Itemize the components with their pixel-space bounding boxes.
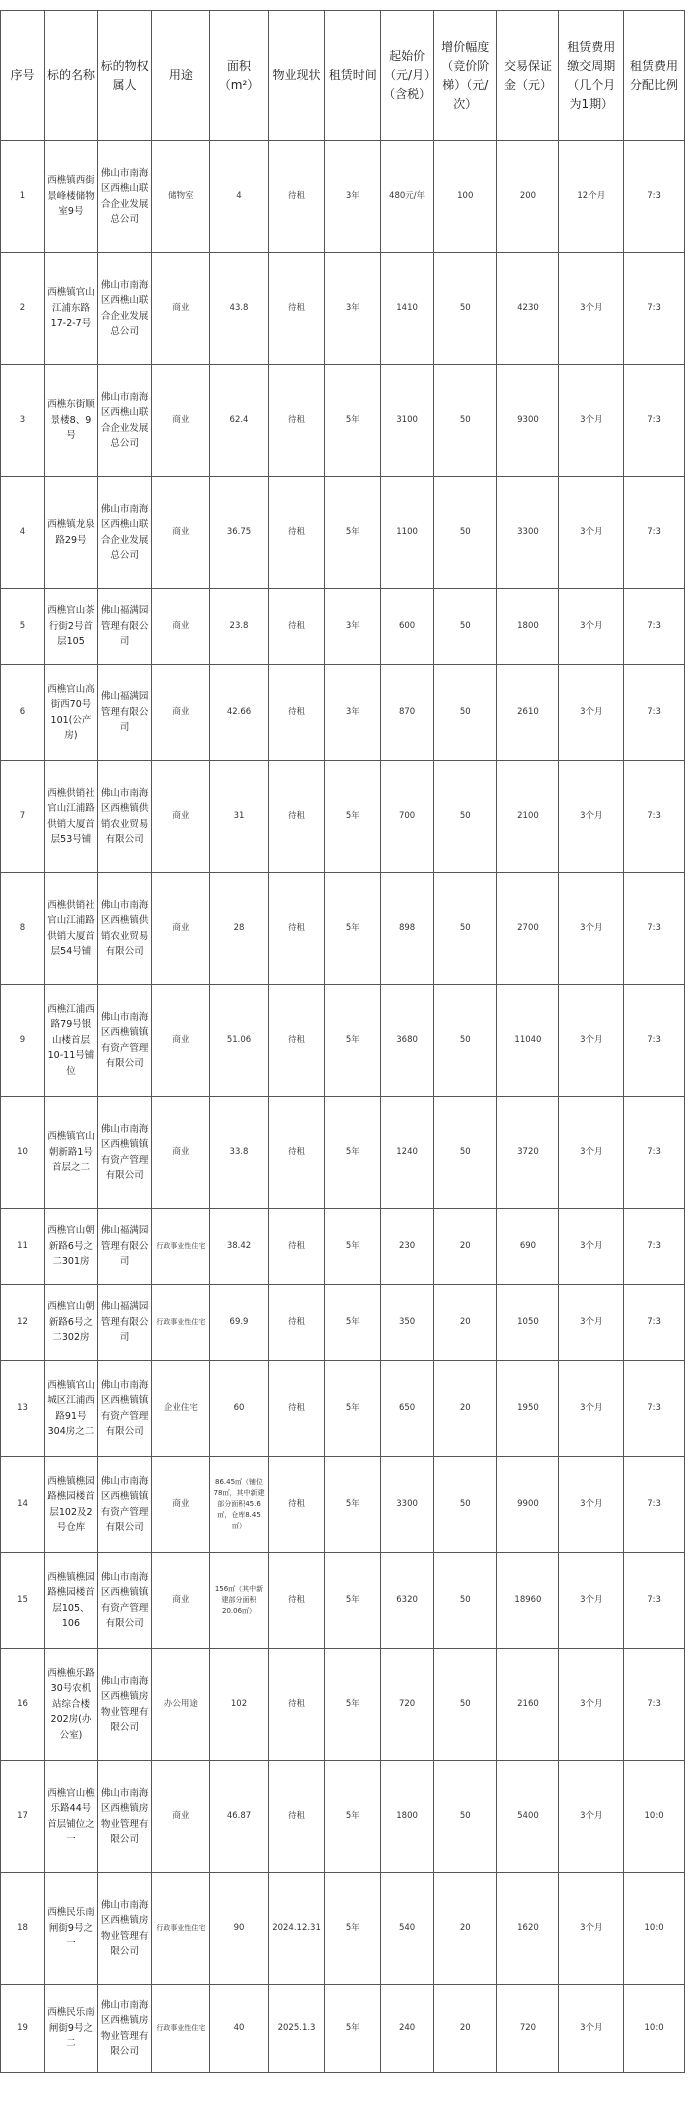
deposit: 1620 — [497, 1873, 559, 1985]
row-number: 4 — [1, 477, 45, 589]
property-name: 西樵镇龙泉路29号 — [44, 477, 97, 589]
payment-cycle: 3个月 — [559, 873, 624, 985]
fee-ratio: 7:3 — [624, 253, 685, 365]
deposit: 9300 — [497, 365, 559, 477]
deposit: 200 — [497, 141, 559, 253]
property-status: 待租 — [268, 1097, 325, 1209]
lease-table — [0, 10, 685, 2073]
property-status: 待租 — [268, 1649, 325, 1761]
payment-cycle: 3个月 — [559, 665, 624, 761]
usage: 企业住宅 — [152, 1361, 210, 1457]
property-status: 待租 — [268, 665, 325, 761]
property-name: 西樵民乐南闸街9号之二 — [44, 1985, 97, 2073]
deposit: 18960 — [497, 1553, 559, 1649]
lease-term: 5年 — [325, 1985, 381, 2073]
bid-step: 20 — [434, 1209, 497, 1285]
usage: 商业 — [152, 985, 210, 1097]
table-row — [1, 1457, 685, 1553]
header-cell: 租赁时间 — [325, 11, 381, 141]
start-price: 240 — [381, 1985, 434, 2073]
payment-cycle: 3个月 — [559, 1285, 624, 1361]
row-number: 14 — [1, 1457, 45, 1553]
table-row — [1, 365, 685, 477]
header-cell: 标的物权属人 — [97, 11, 151, 141]
bid-step: 50 — [434, 253, 497, 365]
usage: 商业 — [152, 761, 210, 873]
deposit: 3720 — [497, 1097, 559, 1209]
table-row — [1, 253, 685, 365]
property-status: 2024.12.31 — [268, 1873, 325, 1985]
property-status: 待租 — [268, 1285, 325, 1361]
payment-cycle: 3个月 — [559, 1761, 624, 1873]
property-status: 待租 — [268, 985, 325, 1097]
area: 51.06 — [210, 985, 268, 1097]
deposit: 11040 — [497, 985, 559, 1097]
start-price: 3680 — [381, 985, 434, 1097]
row-number: 10 — [1, 1097, 45, 1209]
fee-ratio: 7:3 — [624, 1361, 685, 1457]
bid-step: 50 — [434, 365, 497, 477]
row-number: 17 — [1, 1761, 45, 1873]
deposit: 2100 — [497, 761, 559, 873]
owner-name: 佛山市南海区西樵镇房物业管理有限公司 — [97, 1873, 151, 1985]
start-price: 1800 — [381, 1761, 434, 1873]
deposit: 9900 — [497, 1457, 559, 1553]
property-name: 西樵官山高街西70号101(公产房) — [44, 665, 97, 761]
header-cell: 租赁费用缴交周期（几个月为1期） — [559, 11, 624, 141]
row-number: 12 — [1, 1285, 45, 1361]
usage: 储物室 — [152, 141, 210, 253]
row-number: 19 — [1, 1985, 45, 2073]
start-price: 3100 — [381, 365, 434, 477]
bid-step: 50 — [434, 1097, 497, 1209]
table-row — [1, 1361, 685, 1457]
property-name: 西樵镇樵园路樵园楼首层102及2号仓库 — [44, 1457, 97, 1553]
bid-step: 50 — [434, 985, 497, 1097]
bid-step: 50 — [434, 1553, 497, 1649]
table-row — [1, 477, 685, 589]
deposit: 2160 — [497, 1649, 559, 1761]
property-name: 西樵镇西街景峰楼储物室9号 — [44, 141, 97, 253]
row-number: 3 — [1, 365, 45, 477]
area: 62.4 — [210, 365, 268, 477]
start-price: 700 — [381, 761, 434, 873]
owner-name: 佛山市南海区西樵镇房物业管理有限公司 — [97, 1985, 151, 2073]
owner-name: 佛山市南海区西樵镇房物业管理有限公司 — [97, 1761, 151, 1873]
row-number: 2 — [1, 253, 45, 365]
owner-name: 佛山市南海区西樵镇供销农业贸易有限公司 — [97, 761, 151, 873]
table-row — [1, 1985, 685, 2073]
property-name: 西樵镇官山江浦东路17-2-7号 — [44, 253, 97, 365]
bid-step: 50 — [434, 665, 497, 761]
table-row — [1, 1285, 685, 1361]
table-row — [1, 873, 685, 985]
header-cell: 交易保证金（元） — [497, 11, 559, 141]
payment-cycle: 3个月 — [559, 1985, 624, 2073]
start-price: 650 — [381, 1361, 434, 1457]
property-status: 待租 — [268, 141, 325, 253]
fee-ratio: 10:0 — [624, 1985, 685, 2073]
area: 90 — [210, 1873, 268, 1985]
row-number: 1 — [1, 141, 45, 253]
owner-name: 佛山市南海区西樵镇镇有资产管理有限公司 — [97, 1361, 151, 1457]
fee-ratio: 7:3 — [624, 1097, 685, 1209]
property-status: 待租 — [268, 873, 325, 985]
deposit: 4230 — [497, 253, 559, 365]
owner-name: 佛山福满园管理有限公司 — [97, 1209, 151, 1285]
fee-ratio: 7:3 — [624, 985, 685, 1097]
start-price: 870 — [381, 665, 434, 761]
row-number: 7 — [1, 761, 45, 873]
row-number: 8 — [1, 873, 45, 985]
table-row — [1, 1873, 685, 1985]
property-status: 待租 — [268, 761, 325, 873]
property-status: 待租 — [268, 1361, 325, 1457]
header-cell: 物业现状 — [268, 11, 325, 141]
lease-term: 5年 — [325, 477, 381, 589]
owner-name: 佛山市南海区西樵山联合企业发展总公司 — [97, 253, 151, 365]
table-row — [1, 761, 685, 873]
bid-step: 50 — [434, 761, 497, 873]
row-number: 6 — [1, 665, 45, 761]
payment-cycle: 3个月 — [559, 589, 624, 665]
payment-cycle: 3个月 — [559, 365, 624, 477]
area: 40 — [210, 1985, 268, 2073]
table-row — [1, 1649, 685, 1761]
property-name: 西樵江浦西路79号银山楼首层10-11号铺位 — [44, 985, 97, 1097]
lease-term: 5年 — [325, 1097, 381, 1209]
lease-term: 5年 — [325, 1361, 381, 1457]
payment-cycle: 3个月 — [559, 1873, 624, 1985]
owner-name: 佛山市南海区西樵镇供销农业贸易有限公司 — [97, 873, 151, 985]
start-price: 350 — [381, 1285, 434, 1361]
lease-term: 5年 — [325, 1761, 381, 1873]
bid-step: 20 — [434, 1873, 497, 1985]
area: 69.9 — [210, 1285, 268, 1361]
lease-term: 5年 — [325, 1285, 381, 1361]
start-price: 1100 — [381, 477, 434, 589]
property-status: 待租 — [268, 477, 325, 589]
fee-ratio: 7:3 — [624, 1649, 685, 1761]
fee-ratio: 10:0 — [624, 1761, 685, 1873]
property-status: 待租 — [268, 365, 325, 477]
usage: 商业 — [152, 365, 210, 477]
payment-cycle: 3个月 — [559, 1097, 624, 1209]
owner-name: 佛山福满园管理有限公司 — [97, 665, 151, 761]
bid-step: 50 — [434, 477, 497, 589]
fee-ratio: 7:3 — [624, 1457, 685, 1553]
property-name: 西樵樵乐路30号农机站综合楼202房(办公室) — [44, 1649, 97, 1761]
lease-term: 5年 — [325, 985, 381, 1097]
usage: 商业 — [152, 1761, 210, 1873]
bid-step: 50 — [434, 1649, 497, 1761]
deposit: 690 — [497, 1209, 559, 1285]
payment-cycle: 3个月 — [559, 985, 624, 1097]
property-status: 待租 — [268, 1553, 325, 1649]
area: 23.8 — [210, 589, 268, 665]
usage: 行政事业性住宅 — [152, 1285, 210, 1361]
area: 36.75 — [210, 477, 268, 589]
area: 156㎡（其中新建部分面积20.06㎡） — [210, 1553, 268, 1649]
bid-step: 50 — [434, 873, 497, 985]
owner-name: 佛山市南海区西樵山联合企业发展总公司 — [97, 141, 151, 253]
fee-ratio: 10:0 — [624, 1873, 685, 1985]
fee-ratio: 7:3 — [624, 477, 685, 589]
payment-cycle: 3个月 — [559, 1457, 624, 1553]
header-cell: 起始价（元/月）（含税） — [381, 11, 434, 141]
bid-step: 50 — [434, 1457, 497, 1553]
usage: 商业 — [152, 1553, 210, 1649]
payment-cycle: 3个月 — [559, 1649, 624, 1761]
owner-name: 佛山市南海区西樵山联合企业发展总公司 — [97, 365, 151, 477]
owner-name: 佛山市南海区西樵镇镇有资产管理有限公司 — [97, 1457, 151, 1553]
start-price: 600 — [381, 589, 434, 665]
payment-cycle: 3个月 — [559, 1209, 624, 1285]
owner-name: 佛山市南海区西樵镇镇有资产管理有限公司 — [97, 1097, 151, 1209]
row-number: 5 — [1, 589, 45, 665]
fee-ratio: 7:3 — [624, 1209, 685, 1285]
property-status: 待租 — [268, 1209, 325, 1285]
row-number: 15 — [1, 1553, 45, 1649]
usage: 商业 — [152, 477, 210, 589]
start-price: 6320 — [381, 1553, 434, 1649]
lease-term: 5年 — [325, 365, 381, 477]
owner-name: 佛山市南海区西樵镇房物业管理有限公司 — [97, 1649, 151, 1761]
lease-term: 5年 — [325, 1209, 381, 1285]
owner-name: 佛山市南海区西樵镇镇有资产管理有限公司 — [97, 985, 151, 1097]
header-cell: 标的名称 — [44, 11, 97, 141]
area: 4 — [210, 141, 268, 253]
payment-cycle: 3个月 — [559, 1553, 624, 1649]
table-row — [1, 1553, 685, 1649]
usage: 办公用途 — [152, 1649, 210, 1761]
table-row — [1, 665, 685, 761]
owner-name: 佛山福满园管理有限公司 — [97, 589, 151, 665]
table-row — [1, 1097, 685, 1209]
property-status: 待租 — [268, 589, 325, 665]
area: 60 — [210, 1361, 268, 1457]
property-name: 西樵镇官山朝新路1号首层之二 — [44, 1097, 97, 1209]
lease-term: 5年 — [325, 1553, 381, 1649]
area: 28 — [210, 873, 268, 985]
payment-cycle: 3个月 — [559, 1361, 624, 1457]
area: 46.87 — [210, 1761, 268, 1873]
lease-term: 5年 — [325, 761, 381, 873]
property-name: 西樵镇樵园路樵园楼首层105、106 — [44, 1553, 97, 1649]
lease-term: 3年 — [325, 665, 381, 761]
table-row — [1, 141, 685, 253]
property-status: 待租 — [268, 253, 325, 365]
fee-ratio: 7:3 — [624, 665, 685, 761]
lease-term: 5年 — [325, 1873, 381, 1985]
bid-step: 100 — [434, 141, 497, 253]
header-row — [1, 11, 685, 141]
property-status: 2025.1.3 — [268, 1985, 325, 2073]
area: 31 — [210, 761, 268, 873]
property-name: 西樵东街顺景楼8、9号 — [44, 365, 97, 477]
property-name: 西樵官山樵乐路44号首层铺位之一 — [44, 1761, 97, 1873]
payment-cycle: 3个月 — [559, 253, 624, 365]
start-price: 1240 — [381, 1097, 434, 1209]
fee-ratio: 7:3 — [624, 1285, 685, 1361]
property-name: 西樵官山朝新路6号之二302房 — [44, 1285, 97, 1361]
deposit: 2610 — [497, 665, 559, 761]
bid-step: 20 — [434, 1285, 497, 1361]
deposit: 1800 — [497, 589, 559, 665]
fee-ratio: 7:3 — [624, 873, 685, 985]
bid-step: 50 — [434, 589, 497, 665]
fee-ratio: 7:3 — [624, 1553, 685, 1649]
bid-step: 20 — [434, 1361, 497, 1457]
payment-cycle: 12个月 — [559, 141, 624, 253]
usage: 行政事业性住宅 — [152, 1209, 210, 1285]
start-price: 230 — [381, 1209, 434, 1285]
area: 38.42 — [210, 1209, 268, 1285]
owner-name: 佛山市南海区西樵山联合企业发展总公司 — [97, 477, 151, 589]
header-cell: 租赁费用分配比例 — [624, 11, 685, 141]
usage: 行政事业性住宅 — [152, 1985, 210, 2073]
property-name: 西樵官山茶行街2号首层105 — [44, 589, 97, 665]
property-name: 西樵供销社官山江浦路供销大厦首层53号铺 — [44, 761, 97, 873]
fee-ratio: 7:3 — [624, 141, 685, 253]
deposit: 5400 — [497, 1761, 559, 1873]
usage: 商业 — [152, 873, 210, 985]
header-cell: 用途 — [152, 11, 210, 141]
header-cell: 面积（m²） — [210, 11, 268, 141]
lease-term: 3年 — [325, 141, 381, 253]
start-price: 480元/年 — [381, 141, 434, 253]
usage: 行政事业性住宅 — [152, 1873, 210, 1985]
header-cell: 序号 — [1, 11, 45, 141]
header-cell: 增价幅度（竞价阶梯）（元/次） — [434, 11, 497, 141]
usage: 商业 — [152, 1097, 210, 1209]
deposit: 1950 — [497, 1361, 559, 1457]
property-status: 待租 — [268, 1761, 325, 1873]
area: 102 — [210, 1649, 268, 1761]
start-price: 540 — [381, 1873, 434, 1985]
area: 42.66 — [210, 665, 268, 761]
usage: 商业 — [152, 1457, 210, 1553]
area: 43.8 — [210, 253, 268, 365]
table-row — [1, 985, 685, 1097]
deposit: 720 — [497, 1985, 559, 2073]
row-number: 13 — [1, 1361, 45, 1457]
area: 33.8 — [210, 1097, 268, 1209]
usage: 商业 — [152, 589, 210, 665]
bid-step: 50 — [434, 1761, 497, 1873]
table-row — [1, 1209, 685, 1285]
table-row — [1, 1761, 685, 1873]
start-price: 720 — [381, 1649, 434, 1761]
usage: 商业 — [152, 253, 210, 365]
payment-cycle: 3个月 — [559, 761, 624, 873]
property-name: 西樵供销社官山江浦路供销大厦首层54号铺 — [44, 873, 97, 985]
deposit: 1050 — [497, 1285, 559, 1361]
property-name: 西樵官山朝新路6号之二301房 — [44, 1209, 97, 1285]
row-number: 16 — [1, 1649, 45, 1761]
lease-term: 3年 — [325, 589, 381, 665]
property-status: 待租 — [268, 1457, 325, 1553]
lease-term: 3年 — [325, 253, 381, 365]
fee-ratio: 7:3 — [624, 589, 685, 665]
area: 86.45㎡（铺位78㎡，其中新建部分面积45.6㎡，仓库8.45㎡） — [210, 1457, 268, 1553]
lease-term: 5年 — [325, 1457, 381, 1553]
lease-term: 5年 — [325, 1649, 381, 1761]
lease-term: 5年 — [325, 873, 381, 985]
table-row — [1, 589, 685, 665]
owner-name: 佛山福满园管理有限公司 — [97, 1285, 151, 1361]
bid-step: 20 — [434, 1985, 497, 2073]
start-price: 1410 — [381, 253, 434, 365]
property-name: 西樵民乐南闸街9号之一 — [44, 1873, 97, 1985]
row-number: 18 — [1, 1873, 45, 1985]
deposit: 2700 — [497, 873, 559, 985]
fee-ratio: 7:3 — [624, 365, 685, 477]
row-number: 9 — [1, 985, 45, 1097]
row-number: 11 — [1, 1209, 45, 1285]
fee-ratio: 7:3 — [624, 761, 685, 873]
property-name: 西樵镇官山城区江浦西路91号304房之二 — [44, 1361, 97, 1457]
usage: 商业 — [152, 665, 210, 761]
owner-name: 佛山市南海区西樵镇镇有资产管理有限公司 — [97, 1553, 151, 1649]
start-price: 898 — [381, 873, 434, 985]
deposit: 3300 — [497, 477, 559, 589]
payment-cycle: 3个月 — [559, 477, 624, 589]
start-price: 3300 — [381, 1457, 434, 1553]
